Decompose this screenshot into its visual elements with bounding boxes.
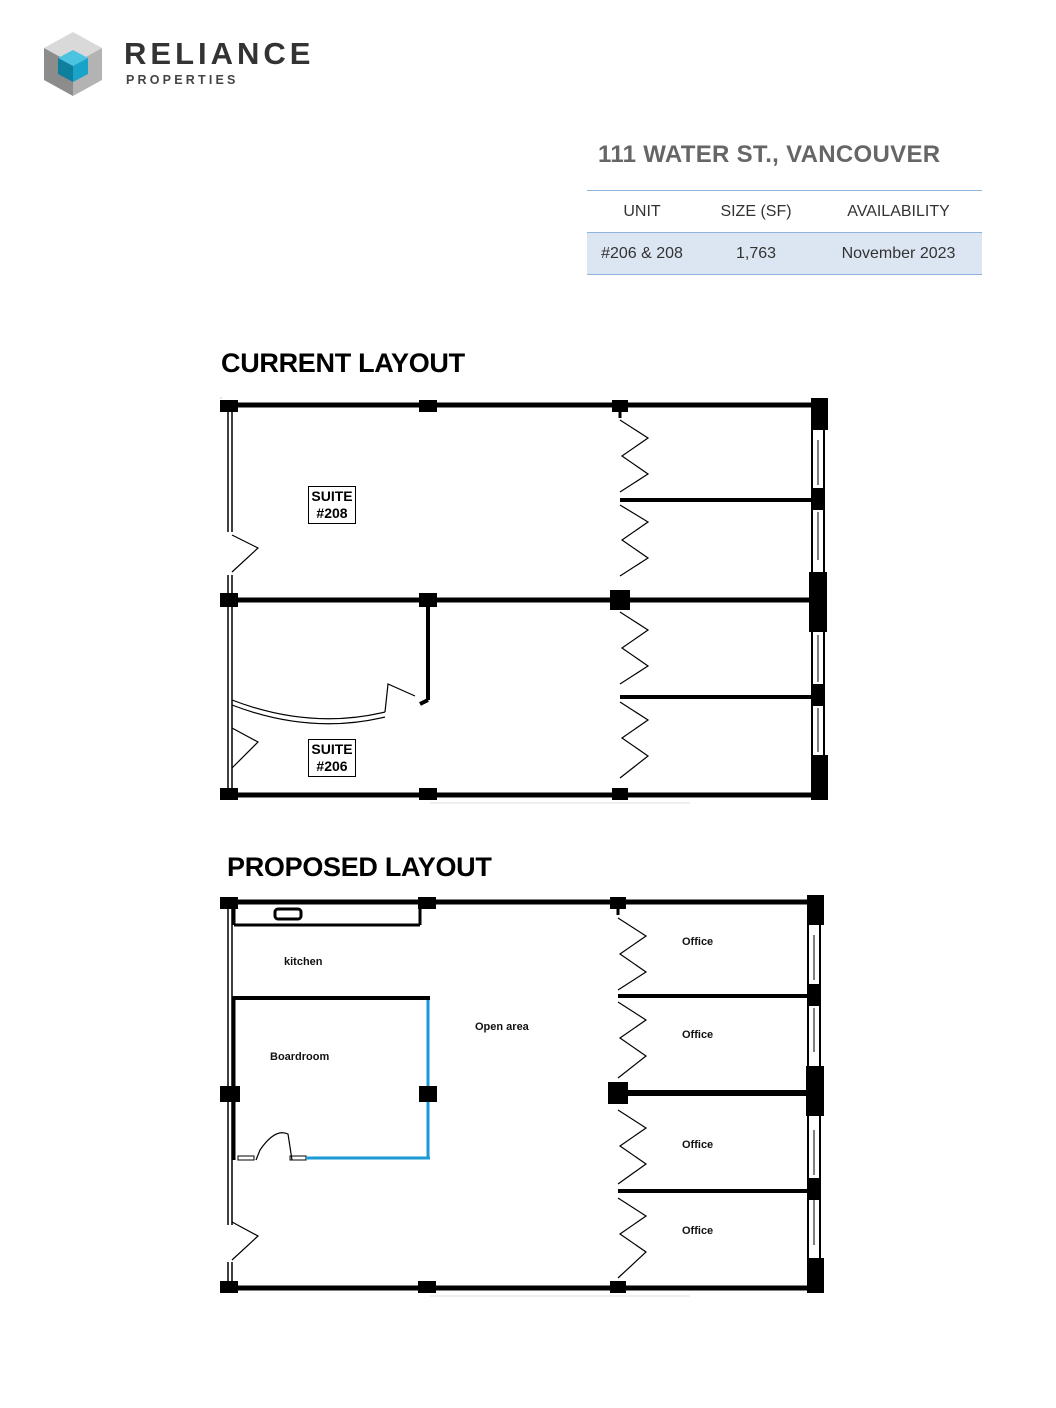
- column-header-unit: UNIT: [587, 191, 697, 233]
- room-office-1: Office: [682, 936, 714, 948]
- suite-206-label: [308, 739, 356, 777]
- room-open-area: Open area: [475, 1021, 529, 1033]
- cell-unit: #206 & 208: [587, 233, 697, 275]
- room-kitchen: kitchen: [284, 956, 323, 968]
- proposed-layout-title: PROPOSED LAYOUT: [227, 852, 492, 882]
- cell-availability: November 2023: [815, 233, 982, 275]
- property-address: 111 WATER ST., VANCOUVER: [598, 141, 941, 168]
- column-header-availability: AVAILABILITY: [815, 191, 982, 233]
- suite-208-line1: SUITE: [311, 488, 353, 504]
- room-office-4: Office: [682, 1225, 714, 1237]
- room-office-3: Office: [682, 1139, 714, 1151]
- cell-size: 1,763: [697, 233, 815, 275]
- room-office-2: Office: [682, 1029, 714, 1041]
- logo-subtitle: PROPERTIES: [126, 73, 239, 87]
- current-layout-title: CURRENT LAYOUT: [221, 348, 465, 378]
- suite-206-line1: SUITE: [311, 741, 353, 757]
- suite-206-line2: #206: [316, 758, 348, 774]
- proposed-glass-walls: [306, 1000, 430, 1158]
- suite-208-label: [308, 486, 356, 524]
- suite-208-line2: #208: [316, 505, 348, 521]
- column-header-size: SIZE (SF): [697, 191, 815, 233]
- logo-wordmark: RELIANCE: [124, 36, 315, 71]
- room-boardroom: Boardroom: [270, 1051, 330, 1063]
